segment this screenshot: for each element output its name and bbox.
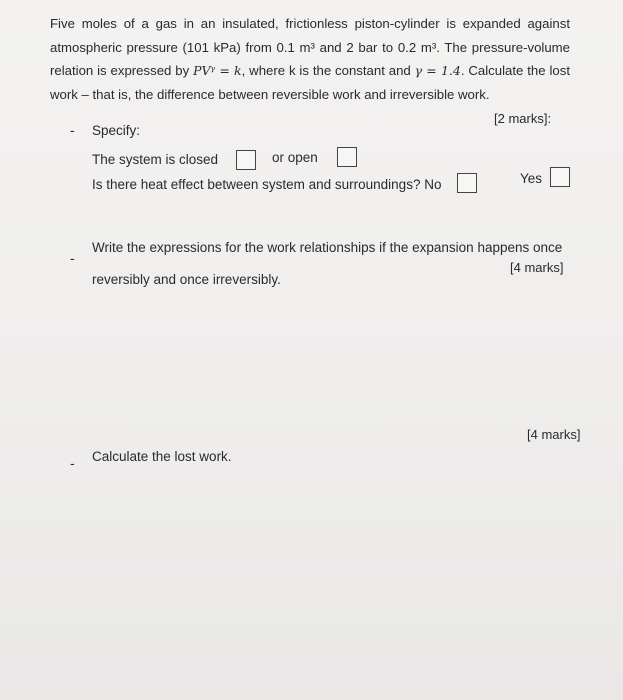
problem-text-part-3: . Calculate the lost work – that is, the difference between reversible work and irreversible work. [50, 63, 570, 102]
part2-marks: [4 marks] [510, 260, 564, 275]
part1-bullet: - [70, 122, 75, 138]
heat-no-checkbox[interactable] [457, 173, 477, 193]
heat-yes-label: Yes [520, 171, 543, 186]
problem-statement [50, 12, 570, 106]
part3-marks: [4 marks] [527, 427, 581, 442]
part3-bullet: - [70, 455, 75, 471]
part2-bullet: - [70, 250, 75, 266]
heat-yes-checkbox[interactable] [550, 167, 570, 187]
gamma-value: γ = 1.4 [414, 63, 461, 78]
pv-equation: PVᵞ = k [193, 63, 242, 78]
part2-line1: Write the expressions for the work relationships if the expansion happens once [92, 240, 563, 255]
heat-question: Is there heat effect between system and surroundings? No [92, 177, 442, 192]
part1-marks: [2 marks]: [494, 111, 552, 126]
part2-line2: reversibly and once irreversibly. [92, 272, 281, 287]
open-label: or open [272, 150, 318, 165]
open-checkbox[interactable] [337, 147, 357, 167]
part3-text: Calculate the lost work. [92, 449, 232, 464]
problem-text-part-2: , where k is the constant and [241, 63, 415, 78]
closed-checkbox[interactable] [236, 150, 256, 170]
closed-label: The system is closed [92, 152, 219, 167]
part1-label: Specify: [92, 123, 141, 138]
problem-text-part-1: Five moles of a gas in an insulated, frictionless piston-cylinder is expanded against atmospheric pressure (101 kPa) from 0.1 m³ and 2 bar to 0.2 m³. The pressure-volume relation is expressed by [50, 16, 570, 78]
